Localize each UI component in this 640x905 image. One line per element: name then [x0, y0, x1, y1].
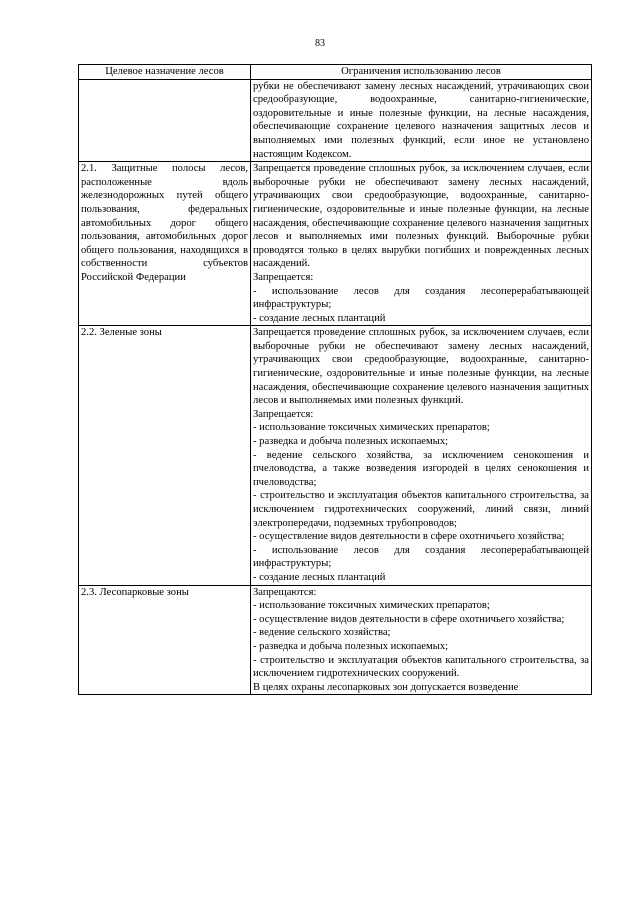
list-item: - ведение сельского хозяйства; [253, 627, 391, 639]
page-number: 83 [315, 38, 325, 49]
prohibited-label: Запрещаются: [253, 586, 317, 598]
list-item: - создание лесных плантаций [253, 312, 386, 324]
continuation-text: рубки не обеспечивают замену лесных насаждений, утрачивающих свои средообразующие, водоохранные, санитарно-гигиенические, оздоровительные и иные полезные функции, на лесные насаждения, обеспечивающие сохранение целевого назначения защитных лесов и выполняемых ими полезных функций, если иное не установлено настоящим Кодексом. [253, 80, 589, 160]
table-row [79, 326, 592, 585]
header-restrictions: Ограничения использованию лесов [251, 65, 592, 80]
purpose-cell: 2.3. Лесопарковые зоны [79, 585, 251, 695]
list-item: - осуществление видов деятельности в сфере охотничьего хозяйства; [253, 531, 565, 543]
restriction-intro: Запрещается проведение сплошных рубок, за исключением случаев, если выборочные рубки не обеспечивают замену лесных насаждений, утрачивающих свои средообразующие, водоохранные, санитарно-гигиенические, оздоровительные и иные полезные функции, на лесные насаждения, обеспечивающие сохранение целевого назначения защитных лесов и выполняемых ими полезных функций. [253, 327, 589, 407]
list-item: - использование лесов для создания лесоперерабатывающей инфраструктуры; [253, 285, 589, 311]
list-item: - разведка и добыча полезных ископаемых; [253, 640, 449, 652]
trailing-text: В целях охраны лесопарковых зон допускается возведение [253, 681, 519, 693]
header-purpose: Целевое назначение лесов [79, 65, 251, 80]
restriction-cell [251, 162, 592, 326]
prohibited-label: Запрещается: [253, 271, 314, 283]
forest-restrictions-table [78, 64, 592, 695]
table-row [79, 162, 592, 326]
list-item: - разведка и добыча полезных ископаемых; [253, 436, 449, 448]
restriction-intro: Запрещается проведение сплошных рубок, за исключением случаев, если выборочные рубки не обеспечивают замену лесных насаждений, утрачивающих свои средообразующие, водоохранные, санитарно-гигиенические, оздоровительные и иные полезные функции, на лесные насаждения, обеспечивающие сохранение целевого назначения защитных лесов и выполняемых ими полезных функций. Выборочные рубки проводятся только в целях вырубки погибших и поврежденных лесных насаждений. [253, 163, 589, 270]
list-item: - осуществление видов деятельности в сфере охотничьего хозяйства; [253, 613, 565, 625]
list-item: - строительство и эксплуатация объектов капитального строительства, за исключением гидротехнических сооружений, линий связи, линий электропередачи, подземных трубопроводов; [253, 490, 589, 529]
list-item: - использование лесов для создания лесоперерабатывающей инфраструктуры; [253, 544, 589, 570]
restriction-text [251, 79, 592, 162]
table-row-continuation [79, 79, 592, 162]
restriction-cell [251, 585, 592, 695]
list-item: - ведение сельского хозяйства, за исключением сенокошения и пчеловодства, а также возведения изгородей в целях сенокошения и пчеловодства; [253, 449, 589, 488]
list-item: - создание лесных плантаций [253, 571, 386, 583]
list-item: - использование токсичных химических препаратов; [253, 422, 490, 434]
table-header-row [79, 65, 592, 80]
purpose-cell: 2.1. Защитные полосы лесов, расположенные вдоль железнодорожных путей общего пользования, федеральных автомобильных дорог общего пользования, автомобильных дорог общего пользования, находящихся в собственности субъектов Российской Федерации [79, 162, 251, 326]
prohibited-label: Запрещается: [253, 408, 314, 420]
list-item: - использование токсичных химических препаратов; [253, 600, 490, 612]
restriction-cell [251, 326, 592, 585]
empty-cell [79, 79, 251, 162]
table-row [79, 585, 592, 695]
purpose-cell: 2.2. Зеленые зоны [79, 326, 251, 585]
list-item: - строительство и эксплуатация объектов капитального строительства, за исключением гидротехнических сооружений. [253, 654, 589, 680]
